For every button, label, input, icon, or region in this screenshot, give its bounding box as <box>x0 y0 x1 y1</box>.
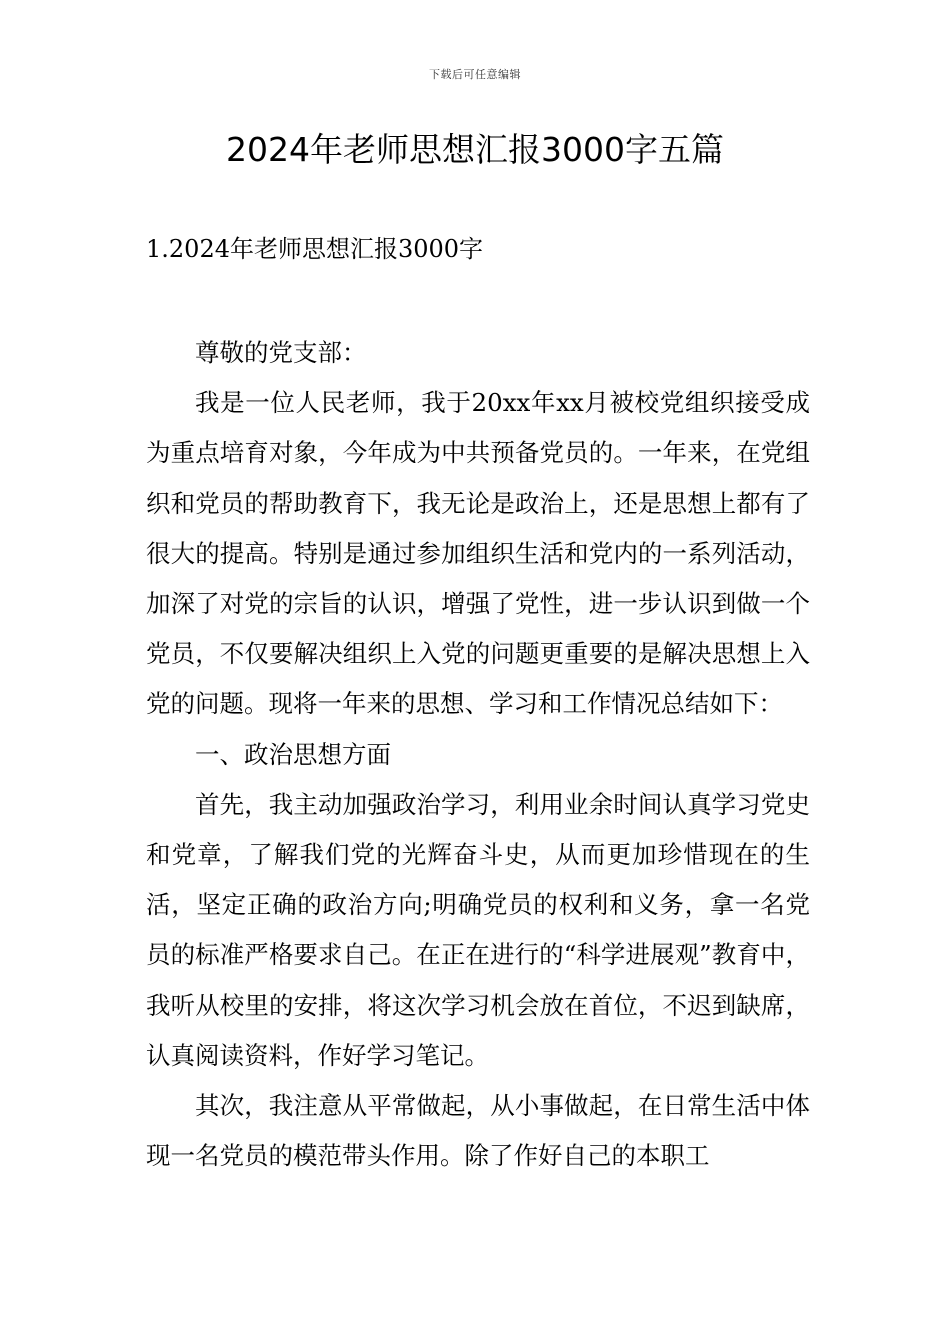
header-note: 下载后可任意编辑 <box>429 68 521 81</box>
body-paragraph: 其次，我注意从平常做起，从小事做起，在日常生活中体现一名党员的模范带头作用。除了作好自己的本职工 <box>146 1091 810 1171</box>
document-title: 2024年老师思想汇报3000字五篇 <box>226 130 724 169</box>
salutation-paragraph: 尊敬的党支部： <box>195 338 367 367</box>
section-heading: 1.2024年老师思想汇报3000字 <box>146 235 484 263</box>
subsection-heading: 一、政治思想方面 <box>195 739 391 769</box>
body-text <box>146 328 810 1181</box>
body-paragraph: 首先，我主动加强政治学习，利用业余时间认真学习党史和党章，了解我们党的光辉奋斗史，从而更加珍惜现在的生活，坚定正确的政治方向;明确党员的权利和义务，拿一名党员的标准严格要求自己。在正在进行的“科学进展观”教育中，我听从校里的安排，将这次学习机会放在首位，不迟到缺席，认真阅读资料，作好学习笔记。 <box>146 789 810 1070</box>
body-paragraph: 我是一位人民老师，我于20xx年xx月被校党组织接受成为重点培育对象，今年成为中共预备党员的。一年来，在党组织和党员的帮助教育下，我无论是政治上，还是思想上都有了很大的提高。特别是通过参加组织生活和党内的一系列活动，加深了对党的宗旨的认识，增强了党性，进一步认识到做一个党员，不仅要解决组织上入党的问题更重要的是解决思想上入党的问题。现将一年来的思想、学习和工作情况总结如下： <box>146 388 810 719</box>
